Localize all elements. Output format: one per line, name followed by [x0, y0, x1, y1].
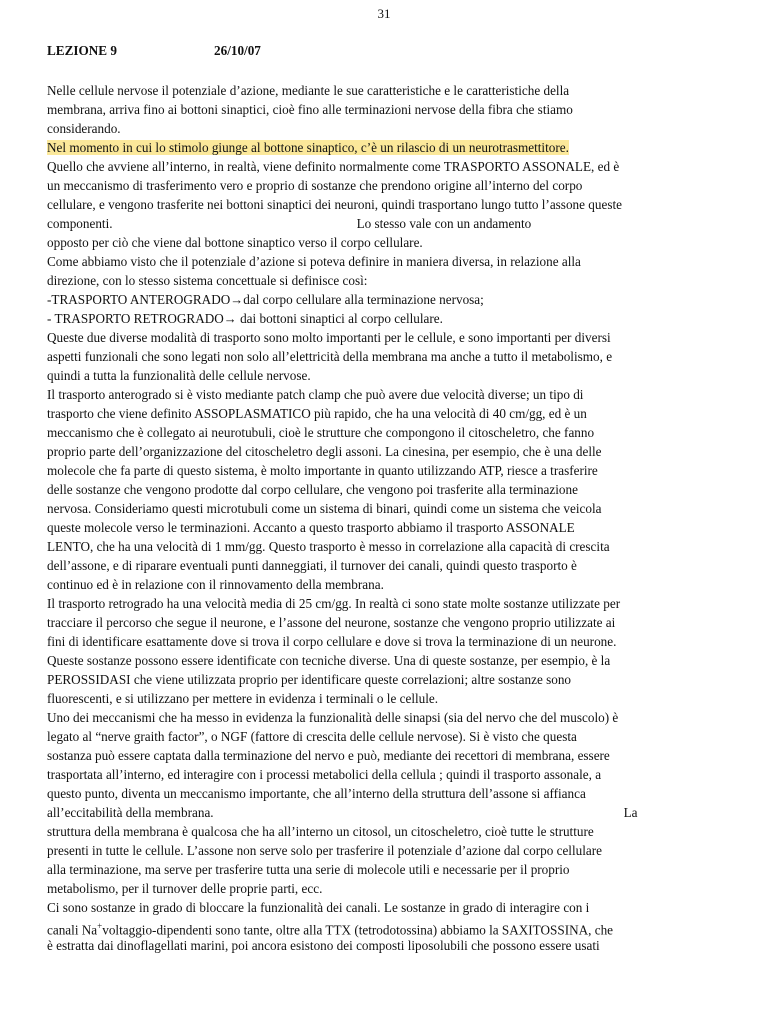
text-line: tracciare il percorso che segue il neurone, e l’assone del neurone, sostanze che vengono proprio utilizzate ai	[47, 615, 616, 630]
document-body	[47, 81, 723, 955]
text-line: un meccanismo di trasferimento vero e proprio di sostanze che prendono origine all’interno del corpo	[47, 178, 583, 193]
text-line: Come abbiamo visto che il potenziale d’azione si poteva definire in maniera diversa, in relazione alla	[47, 254, 581, 269]
text-line: meccanismo che è collegato ai neurotubuli, cioè le strutture che compongono il citoscheletro, che fanno	[47, 425, 595, 440]
text-line: Queste due diverse modalità di trasporto sono molto importanti per le cellule, e sono importanti per diversi	[47, 330, 611, 345]
definition: dai bottoni sinaptici al corpo cellulare.	[236, 311, 443, 326]
text-line: continuo ed è in relazione con il rinnovamento della membrana.	[47, 577, 384, 592]
text-line: aspetti funzionali che sono legati non solo all’elettricità della membrana ma anche a tutto il metabolismo, e	[47, 349, 613, 364]
text-line: Queste sostanze possono essere identificate con tecniche diverse. Una di queste sostanze, per esempio, è la	[47, 653, 611, 668]
text-line	[47, 803, 723, 822]
text-line: alla terminazione, ma serve per trasferire tutta una serie di molecole utili e necessarie per il proprio	[47, 862, 570, 877]
text-line: presenti in tutte le cellule. L’assone non serve solo per trasferire il potenziale d’azione dal corpo cellulare	[47, 843, 602, 858]
page-number: 31	[377, 6, 391, 21]
text-line: Uno dei meccanismi che ha messo in evidenza la funzionalità delle sinapsi (sia del nervo che del muscolo) è	[47, 710, 619, 725]
right-arrow-icon: →	[223, 311, 237, 326]
text-line: questo punto, diventa un meccanismo importante, che all’interno della struttura dell’assone si affianca	[47, 786, 586, 801]
lesson-title: LEZIONE 9	[47, 43, 117, 58]
text-line: legato al “nerve graith factor”, o NGF (fattore di crescita delle cellule nervose). Si è visto che questa	[47, 729, 577, 744]
lesson-date: 26/10/07	[214, 43, 261, 58]
text-fragment: canali Na	[47, 922, 98, 938]
text-line: sostanza può essere captata dalla terminazione del nervo e può, mediante dei recettori di membrana, essere	[47, 748, 610, 763]
text-line: fluorescenti, e si utilizzano per mettere in evidenza i terminali o le cellule.	[47, 691, 439, 706]
text-line: Il trasporto anterogrado si è visto mediante patch clamp che può avere due velocità diverse; un tipo di	[47, 387, 584, 402]
text-line: queste molecole verso le terminazioni. Accanto a questo trasporto abbiamo il trasporto ASSONALE	[47, 520, 575, 535]
term: -TRASPORTO ANTEROGRADO	[47, 292, 231, 307]
text-fragment: La	[623, 805, 638, 820]
text-line: metabolismo, per il turnover delle proprie parti, ecc.	[47, 881, 323, 896]
list-item-anterograde	[47, 290, 723, 309]
text-line: proprio parte dell’organizzazione del citoscheletro degli assoni. La cinesina, per esempio, che è una delle	[47, 444, 602, 459]
text-line: Quello che avviene all’interno, in realtà, viene definito normalmente come TRASPORTO ASSONALE, ed è	[47, 159, 620, 174]
text-line: è estratta dai dinoflagellati marini, poi ancora esistono dei composti liposolubili che possono essere usati	[47, 938, 600, 953]
highlight-mark: Nel momento in cui lo stimolo giunge al bottone sinaptico, c’è un rilascio di un neurotrasmettitore.	[47, 140, 569, 155]
text-line: opposto per ciò che viene dal bottone sinaptico verso il corpo cellulare.	[47, 235, 423, 250]
superscript: +	[97, 921, 103, 931]
text-line	[47, 917, 723, 936]
text-line: quindi a tutta la funzionalità delle cellule nervose.	[47, 368, 311, 383]
text-line: Il trasporto retrogrado ha una velocità media di 25 cm/gg. In realtà ci sono state molte sostanze utilizzate per	[47, 596, 621, 611]
text-line: struttura della membrana è qualcosa che ha all’interno un citosol, un citoscheletro, cioè tutte le strutture	[47, 824, 594, 839]
text-line: delle sostanze che vengono prodotte dal corpo cellulare, che vengono poi trasferite alla terminazione	[47, 482, 578, 497]
text-line: LENTO, che ha una velocità di 1 mm/gg. Questo trasporto è messo in correlazione alla capacità di crescita	[47, 539, 610, 554]
list-item-retrograde	[47, 309, 723, 328]
text-line: nervosa. Consideriamo questi microtubuli come un sistema di binari, quindi come un sistema che veicola	[47, 501, 602, 516]
text-line: cellulare, e vengono trasferite nei bottoni sinaptici dei neuroni, quindi trasportano lungo tutto l’assone queste	[47, 197, 622, 212]
definition: dal corpo cellulare alla terminazione nervosa;	[243, 292, 484, 307]
text-fragment: Lo stesso vale con un andamento	[356, 216, 532, 231]
text-fragment: voltaggio-dipendenti sono tante, oltre alla TTX (tetrodotossina) abbiamo la SAXITOSSINA, che	[102, 922, 614, 938]
text-line: trasporto che viene definito ASSOPLASMATICO più rapido, che ha una velocità di 40 cm/gg, ed è un	[47, 406, 587, 421]
text-line: molecole che fa parte di questo sistema, è molto importante in quanto utilizzando ATP, riesce a trasferire	[47, 463, 598, 478]
right-arrow-icon: →	[230, 292, 244, 307]
term: - TRASPORTO RETROGRADO	[47, 311, 224, 326]
text-line: Ci sono sostanze in grado di bloccare la funzionalità dei canali. Le sostanze in grado di interagire con i	[47, 900, 590, 915]
text-line: trasportata all’interno, ed interagire con i processi metabolici della cellula ; quindi il trasporto assonale, a	[47, 767, 602, 782]
text-line: Nelle cellule nervose il potenziale d’azione, mediante le sue caratteristiche e le caratteristiche della	[47, 83, 570, 98]
text-line: fini di identificare esattamente dove si trova il corpo cellulare e dove si trova la terminazione di un neurone.	[47, 634, 617, 649]
text-line: considerando.	[47, 121, 121, 136]
text-fragment: all’eccitabilità della membrana.	[47, 805, 214, 820]
text-line: PEROSSIDASI che viene utilizzata proprio per identificare queste correlazioni; altre sostanze sono	[47, 672, 572, 687]
text-fragment: componenti.	[47, 216, 113, 231]
text-line	[47, 214, 723, 233]
text-line: dell’assone, e di riparare eventuali punti danneggiati, il turnover dei canali, quindi questo trasporto è	[47, 558, 577, 573]
text-line: membrana, arriva fino ai bottoni sinaptici, cioè fino alle terminazioni nervose della fibra che stiamo	[47, 102, 573, 117]
text-line: direzione, con lo stesso sistema concettuale si definisce così:	[47, 273, 368, 288]
highlighted-line	[47, 138, 723, 157]
